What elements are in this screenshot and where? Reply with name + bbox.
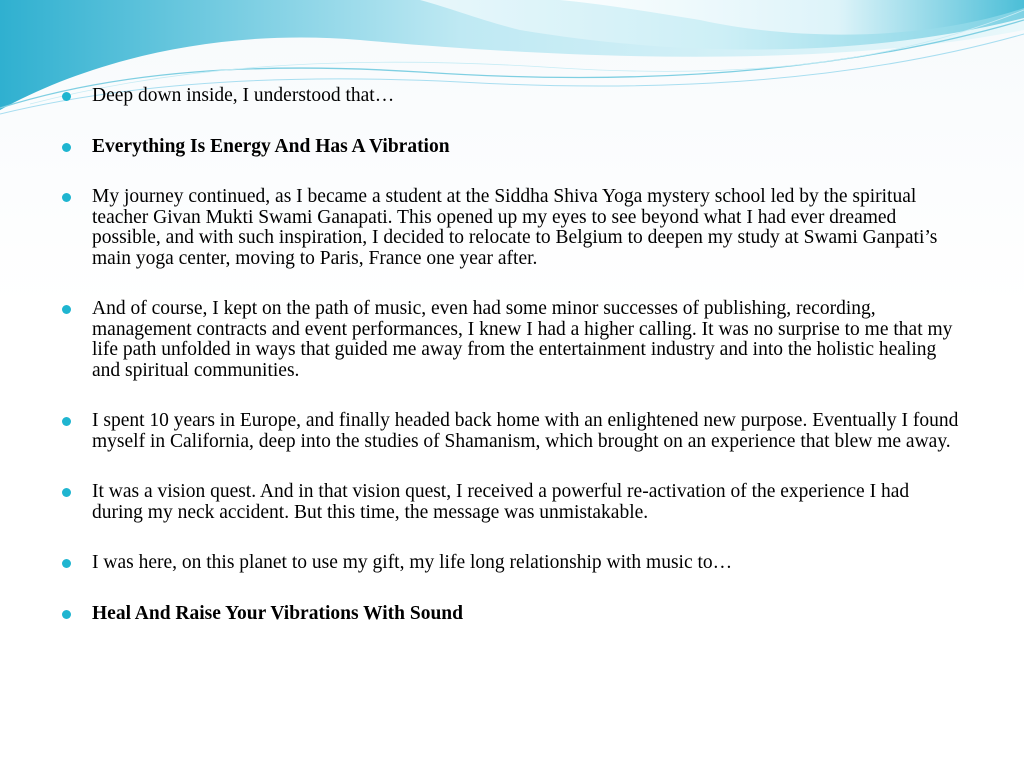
bullet-item	[62, 482, 962, 523]
bullet-item	[62, 299, 962, 381]
bullet-text: Heal And Raise Your Vibrations With Sound	[92, 602, 463, 624]
bullet-item	[62, 411, 962, 452]
bullet-dot-icon	[62, 559, 71, 568]
slide-content	[62, 86, 962, 654]
bullet-text: And of course, I kept on the path of music, even had some minor successes of publishing, recording, management contracts and event performances, I knew I had a higher calling. It was no surprise to me that my life path unfolded in ways that guided me away from the entertainment industry and into the holistic healing and spiritual communities.	[92, 298, 953, 381]
bullet-text: Everything Is Energy And Has A Vibration	[92, 135, 450, 157]
bullet-dot-icon	[62, 610, 71, 619]
bullet-text: I spent 10 years in Europe, and finally headed back home with an enlightened new purpose. Eventually I found myself in California, deep into the studies of Shamanism, which brought on an experience that blew me away.	[92, 410, 959, 452]
bullet-item	[62, 553, 962, 574]
bullet-text: Deep down inside, I understood that…	[92, 85, 395, 106]
bullet-dot-icon	[62, 193, 71, 202]
bullet-text: My journey continued, as I became a student at the Siddha Shiva Yoga mystery school led by the spiritual teacher Givan Mukti Swami Ganapati. This opened up my eyes to see beyond what I had ever dreamed possible, and with such inspiration, I decided to relocate to Belgium to deepen my study at Swami Ganpati’s main yoga center, moving to Paris, France one year after.	[92, 186, 938, 269]
bullet-dot-icon	[62, 417, 71, 426]
bullet-item-heading	[62, 137, 962, 158]
bullet-text: It was a vision quest. And in that vision quest, I received a powerful re-activation of the experience I had during my neck accident. But this time, the message was unmistakable.	[92, 481, 910, 523]
bullet-item	[62, 187, 962, 269]
bullet-dot-icon	[62, 488, 71, 497]
bullet-list	[62, 86, 962, 624]
bullet-text: I was here, on this planet to use my gift, my life long relationship with music to…	[92, 552, 733, 573]
bullet-dot-icon	[62, 305, 71, 314]
bullet-dot-icon	[62, 143, 71, 152]
bullet-dot-icon	[62, 92, 71, 101]
bullet-item	[62, 86, 962, 107]
bullet-item-heading	[62, 604, 962, 625]
